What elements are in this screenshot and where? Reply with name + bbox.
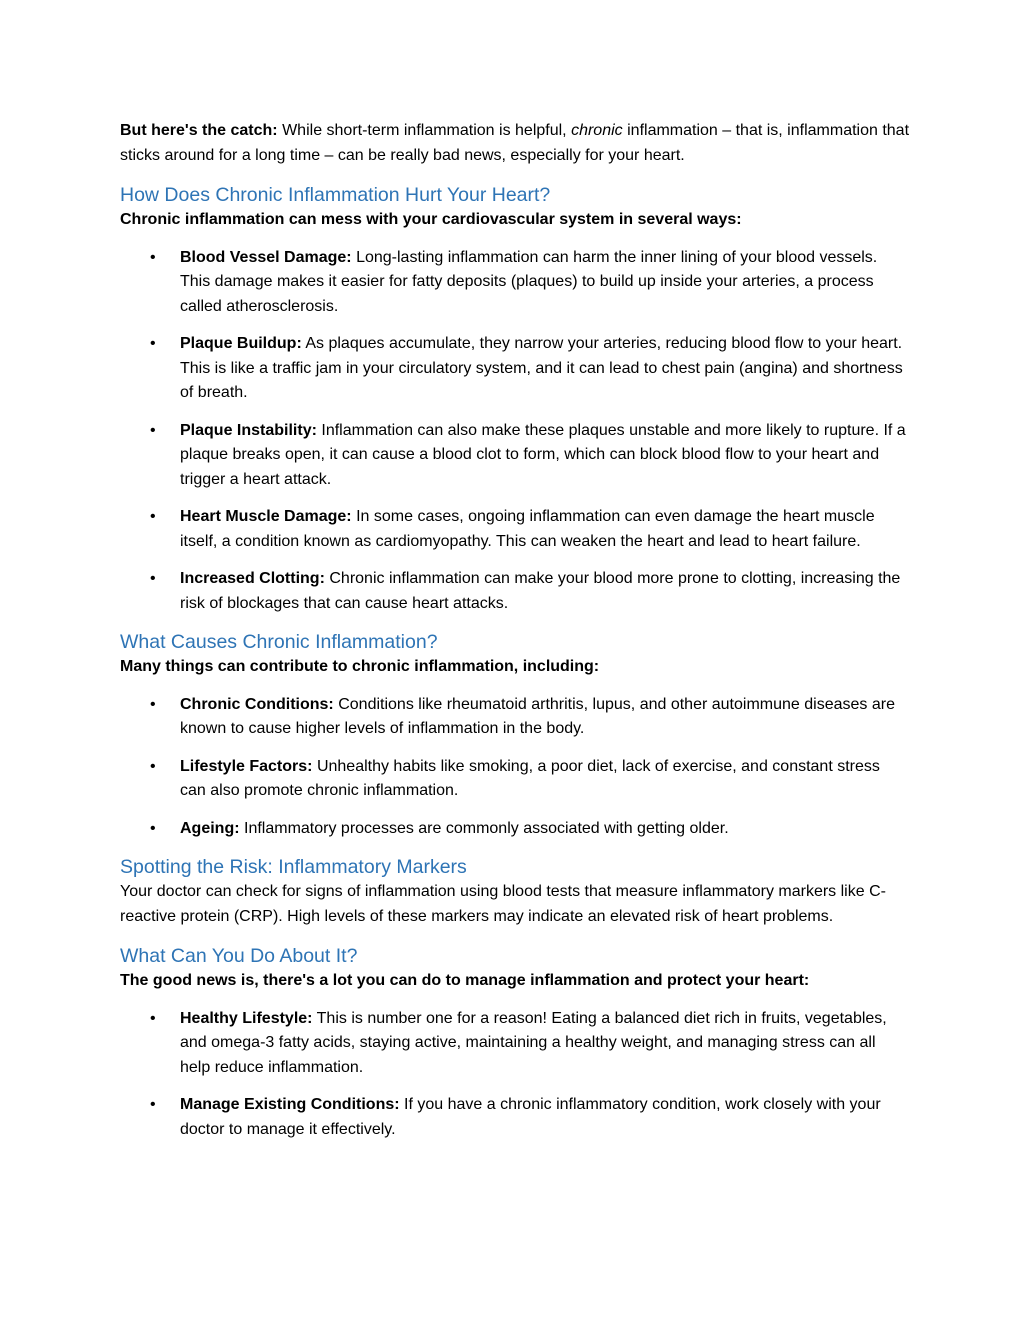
section-heading-causes: What Causes Chronic Inflammation?	[120, 631, 438, 653]
list-item-term: Blood Vessel Damage:	[180, 248, 352, 266]
list-item-term: Lifestyle Factors:	[180, 757, 313, 775]
list-item-text: In some cases, ongoing inflammation can even damage the heart muscle itself, a condition known as cardiomyopathy. This can weaken the heart and lead to heart failure.	[180, 508, 875, 550]
intro-text-before: While short-term inflammation is helpful,	[282, 122, 567, 139]
bullet-icon: •	[150, 570, 156, 587]
section-heading-action: What Can You Do About It?	[120, 945, 358, 967]
list-item	[120, 693, 910, 742]
bullet-icon: •	[150, 421, 156, 439]
bullet-icon: •	[150, 695, 156, 713]
bullet-icon: •	[150, 757, 156, 775]
intro-italic: chronic	[571, 122, 623, 139]
list-item-term: Chronic Conditions:	[180, 695, 334, 713]
list-item	[120, 1093, 910, 1142]
document-page	[120, 119, 910, 1155]
bullet-list-hurt	[120, 246, 910, 617]
list-item-text: If you have a chronic inflammatory condition, work closely with your doctor to manage it effectively.	[180, 1096, 881, 1138]
list-item	[120, 419, 910, 493]
list-item-term: Ageing:	[180, 819, 240, 837]
list-item-text: Long-lasting inflammation can harm the inner lining of your blood vessels. This damage makes it easier for fatty deposits (plaques) to build up inside your arteries, a process called atherosclerosis.	[180, 248, 878, 315]
intro-paragraph	[120, 119, 910, 168]
list-item-term: Plaque Instability:	[180, 421, 317, 439]
list-item-term: Plaque Buildup:	[180, 335, 302, 352]
section-lead-hurt: Chronic inflammation can mess with your cardiovascular system in several ways:	[120, 211, 742, 228]
section-lead-action: The good news is, there's a lot you can do to manage inflammation and protect your heart:	[120, 972, 810, 989]
list-item	[120, 246, 910, 320]
list-item	[120, 332, 910, 406]
list-item-text: As plaques accumulate, they narrow your arteries, reducing blood flow to your heart. This is like a traffic jam in your circulatory system, and it can lead to chest pain (angina) and shortness of breath.	[180, 335, 903, 401]
list-item-term: Healthy Lifestyle:	[180, 1009, 313, 1027]
bullet-list-causes	[120, 693, 910, 842]
list-item	[120, 817, 910, 842]
section-heading-markers: Spotting the Risk: Inflammatory Markers	[120, 856, 467, 878]
list-item	[120, 755, 910, 804]
list-item	[120, 1007, 910, 1081]
bullet-icon: •	[150, 508, 156, 525]
list-item-text: This is number one for a reason! Eating a balanced diet rich in fruits, vegetables, and omega-3 fatty acids, staying active, maintaining a healthy weight, and managing stress can all help reduce inflammation.	[180, 1009, 887, 1076]
list-item-term: Manage Existing Conditions:	[180, 1096, 400, 1113]
list-item-text: Conditions like rheumatoid arthritis, lupus, and other autoimmune diseases are known to cause higher levels of inflammation in the body.	[180, 695, 895, 737]
list-item	[120, 505, 910, 554]
section-paragraph-markers: Your doctor can check for signs of inflammation using blood tests that measure inflammatory markers like C-reactive protein (CRP). High levels of these markers may indicate an elevated risk of heart problems.	[120, 883, 886, 925]
section-lead-causes: Many things can contribute to chronic inflammation, including:	[120, 658, 600, 675]
list-item-term: Heart Muscle Damage:	[180, 508, 352, 525]
bullet-icon: •	[150, 819, 156, 837]
bullet-icon: •	[150, 1009, 156, 1027]
bullet-icon: •	[150, 1096, 156, 1113]
intro-bold: But here's the catch:	[120, 122, 278, 139]
list-item	[120, 567, 910, 616]
list-item-term: Increased Clotting:	[180, 570, 325, 587]
bullet-icon: •	[150, 335, 156, 352]
bullet-icon: •	[150, 248, 156, 266]
list-item-text: Chronic inflammation can make your blood more prone to clotting, increasing the risk of blockages that can cause heart attacks.	[180, 570, 901, 612]
list-item-text: Unhealthy habits like smoking, a poor diet, lack of exercise, and constant stress can also promote chronic inflammation.	[180, 757, 880, 799]
list-item-text: Inflammatory processes are commonly associated with getting older.	[244, 819, 729, 837]
intro-text-after: inflammation – that is, inflammation that sticks around for a long time – can be really bad news, especially for your heart.	[120, 122, 910, 164]
list-item-text: Inflammation can also make these plaques unstable and more likely to rupture. If a plaque breaks open, it can cause a blood clot to form, which can block blood flow to your heart and trigger a heart attack.	[180, 421, 906, 488]
bullet-list-action	[120, 1007, 910, 1143]
section-heading-hurt: How Does Chronic Inflammation Hurt Your Heart?	[120, 184, 551, 206]
